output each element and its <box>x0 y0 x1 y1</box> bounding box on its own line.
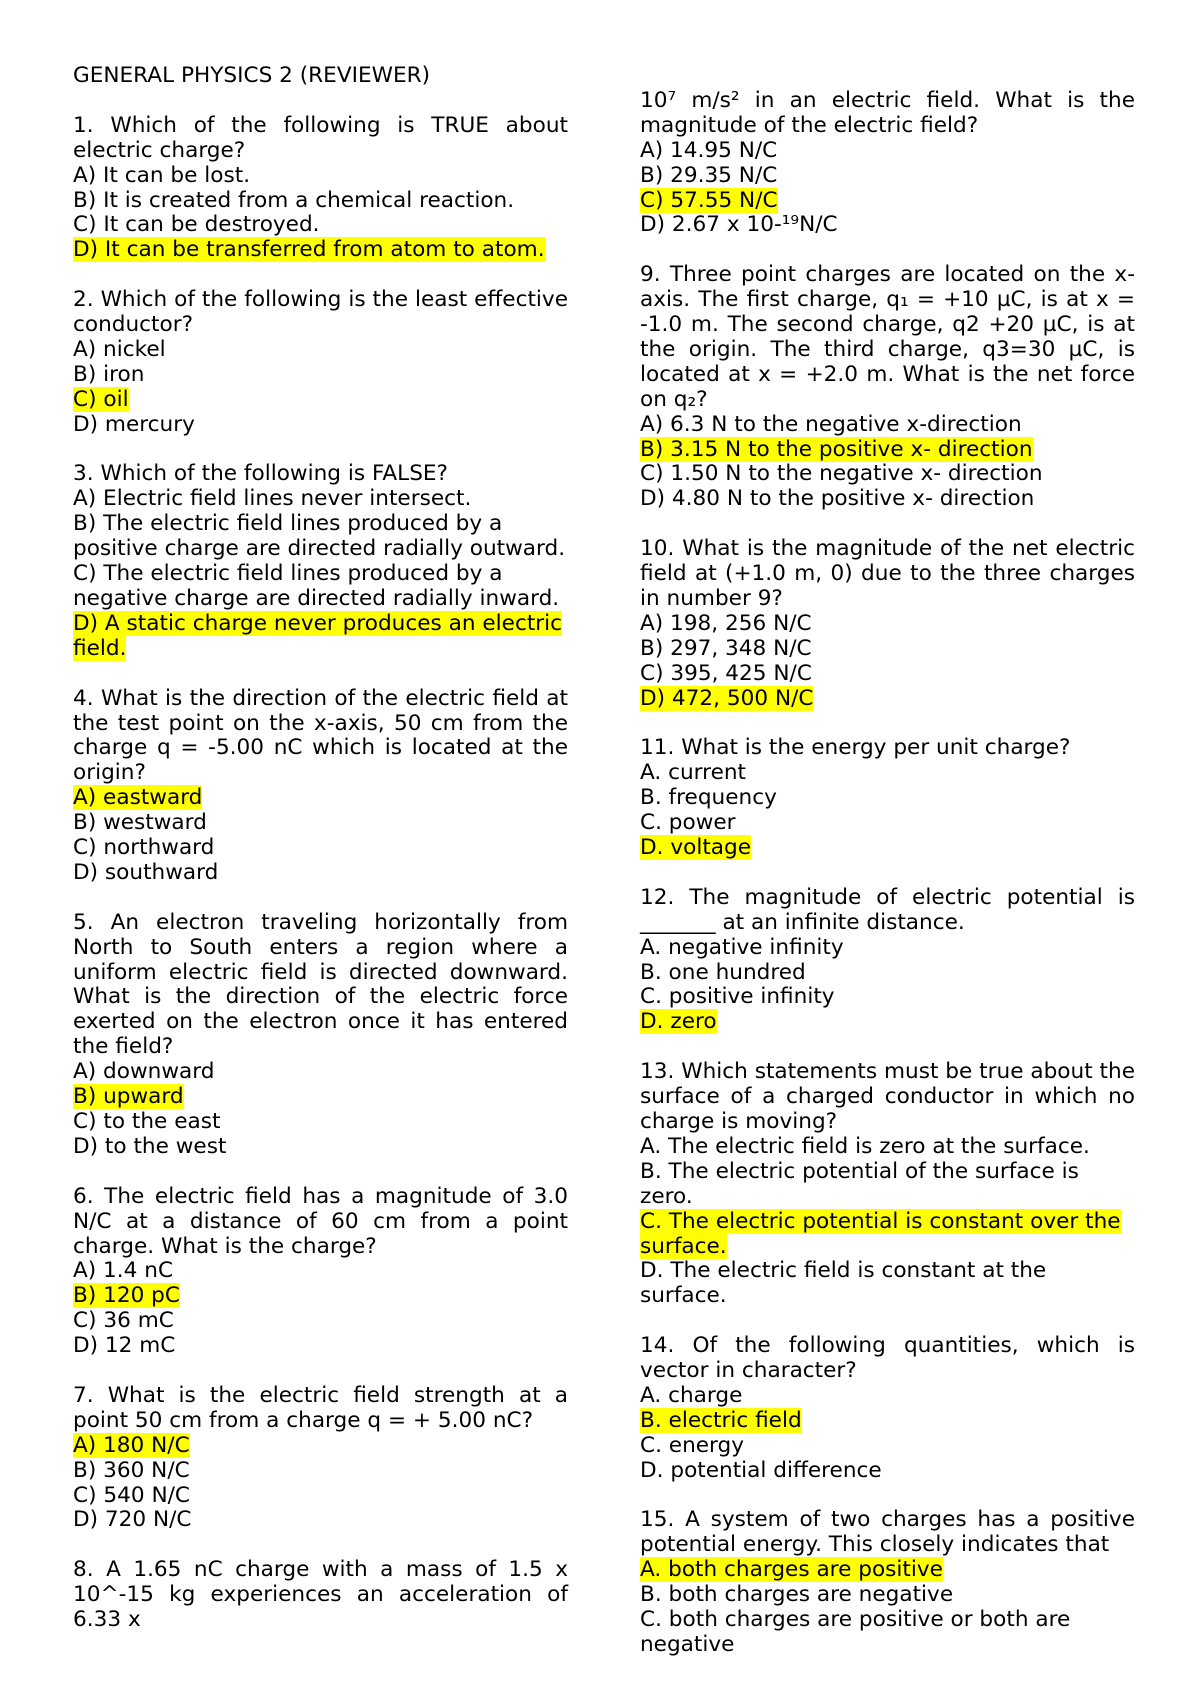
answer-option <box>73 1085 568 1110</box>
answer-option-text: B) 360 N/C <box>73 1457 190 1483</box>
answer-option-text: B. The electric potential of the surface is zero. <box>640 1158 1079 1209</box>
answer-option <box>73 1110 568 1135</box>
answer-option-text: D) mercury <box>73 411 195 437</box>
question-block <box>73 687 568 886</box>
answer-option-text: D) 4.80 N to the positive x- direction <box>640 486 1035 512</box>
answer-option <box>640 1409 1135 1434</box>
answer-option <box>640 1459 1135 1484</box>
answer-option <box>640 811 1135 836</box>
answer-option-text: B. frequency <box>640 785 777 811</box>
answer-option-text: B) The electric field lines produced by a positive charge are directed radially outward. <box>73 511 566 562</box>
answer-option-text: D) to the west <box>73 1133 227 1159</box>
correct-answer-highlight: B) 120 pC <box>73 1283 180 1309</box>
answer-option-text: C) 540 N/C <box>73 1482 190 1508</box>
answer-option-text: C. energy <box>640 1432 745 1458</box>
answer-option <box>73 238 568 263</box>
answer-option-text: C) northward <box>73 835 215 861</box>
answer-option <box>73 413 568 438</box>
answer-option-text: A. The electric field is zero at the surface. <box>640 1133 1090 1159</box>
correct-answer-highlight: A) 180 N/C <box>73 1432 190 1458</box>
answer-option <box>73 861 568 886</box>
answer-option <box>640 662 1135 687</box>
answer-option <box>73 1284 568 1309</box>
correct-answer-highlight: D) It can be transferred from atom to atom. <box>73 237 545 263</box>
answer-option <box>640 462 1135 487</box>
answer-option <box>73 1334 568 1359</box>
answer-option <box>640 1434 1135 1459</box>
answer-option-text: C. power <box>640 810 736 836</box>
question-8-stem-start: 8. A 1.65 nC charge with a mass of 1.5 x 10^-15 kg experiences an acceleration of 6.33 x <box>73 1557 568 1633</box>
question-stem: 9. Three point charges are located on the x-axis. The first charge, q₁ = +10 µC, is at x = -1.0 m. The second charge, q2 +20 µC, is at the origin. The third charge, q3=30 µC, is located at x = +2.0 m. What is the net force on q₂? <box>640 262 1135 412</box>
answer-option <box>73 363 568 388</box>
question-stem: 10. What is the magnitude of the net electric field at (+1.0 m, 0) due to the three charges in number 9? <box>640 536 1135 611</box>
answer-option-text: C) 36 mC <box>73 1308 174 1334</box>
answer-option-text: D) 720 N/C <box>73 1507 192 1533</box>
question-stem: 12. The magnitude of electric potential is _______ at an infinite distance. <box>640 884 1135 935</box>
answer-option <box>640 786 1135 811</box>
correct-answer-highlight: D. voltage <box>640 835 752 861</box>
answer-option <box>73 1135 568 1160</box>
answer-option <box>640 985 1135 1010</box>
answer-option <box>640 189 1135 214</box>
answer-option-text: A. charge <box>640 1382 743 1408</box>
question-block <box>73 462 568 661</box>
answer-option <box>73 213 568 238</box>
answer-option <box>640 1259 1135 1309</box>
answer-option <box>73 1309 568 1334</box>
answer-option <box>640 961 1135 986</box>
answer-option <box>640 413 1135 438</box>
answer-option <box>640 1558 1135 1583</box>
correct-answer-highlight: B) upward <box>73 1084 184 1110</box>
answer-option <box>73 562 568 612</box>
answer-option <box>640 761 1135 786</box>
answer-option <box>640 1583 1135 1608</box>
answer-option <box>73 786 568 811</box>
answer-option-text: C) It can be destroyed. <box>73 212 320 238</box>
answer-option-text: D) southward <box>73 859 219 885</box>
answer-option-text: B) 29.35 N/C <box>640 162 778 188</box>
answer-option-text: A) nickel <box>73 336 166 362</box>
question-block <box>73 1185 568 1359</box>
question-block <box>640 537 1135 711</box>
answer-option-text: B. both charges are negative <box>640 1582 954 1608</box>
correct-answer-highlight: D) 472, 500 N/C <box>640 685 814 711</box>
answer-option <box>73 1508 568 1533</box>
left-question-list <box>73 114 568 1534</box>
correct-answer-highlight: C) oil <box>73 386 129 412</box>
question-stem: 13. Which statements must be true about the surface of a charged conductor in which no charge is moving? <box>640 1059 1135 1134</box>
question-block <box>640 1060 1135 1309</box>
question-8-continued <box>640 89 1135 238</box>
answer-option-text: A) 14.95 N/C <box>640 137 778 163</box>
question-stem: 2. Which of the following is the least effective conductor? <box>73 287 568 338</box>
answer-option <box>640 936 1135 961</box>
question-block <box>640 736 1135 861</box>
answer-option-text: A. negative infinity <box>640 934 844 960</box>
correct-answer-highlight: C) 57.55 N/C <box>640 187 778 213</box>
correct-answer-highlight: B. electric field <box>640 1407 802 1433</box>
correct-answer-highlight: A) eastward <box>73 785 203 811</box>
question-stem: 4. What is the direction of the electric field at the test point on the x-axis, 50 cm from the charge q = -5.00 nC which is located at the origin? <box>73 685 568 786</box>
correct-answer-highlight: D. zero <box>640 1009 717 1035</box>
answer-option <box>640 687 1135 712</box>
correct-answer-highlight: D) A static charge never produces an electric field. <box>73 610 563 661</box>
answer-option <box>73 512 568 562</box>
answer-option <box>640 1160 1135 1210</box>
question-block <box>73 1384 568 1533</box>
question-stem: 1. Which of the following is TRUE about electric charge? <box>73 112 568 163</box>
question-block <box>73 288 568 437</box>
answer-option <box>73 189 568 214</box>
answer-option <box>73 1434 568 1459</box>
question-block <box>640 263 1135 512</box>
answer-option <box>73 836 568 861</box>
answer-option-text: A) It can be lost. <box>73 162 251 188</box>
answer-option-text: D. The electric field is constant at the surface. <box>640 1258 1047 1309</box>
answer-option <box>640 1010 1135 1035</box>
answer-option <box>73 338 568 363</box>
answer-option <box>640 1135 1135 1160</box>
answer-option <box>640 637 1135 662</box>
answer-option <box>640 139 1135 164</box>
answer-option <box>73 1060 568 1085</box>
answer-option <box>73 164 568 189</box>
answer-option-text: D. potential difference <box>640 1457 882 1483</box>
answer-option <box>640 213 1135 238</box>
answer-option <box>73 388 568 413</box>
question-block <box>640 1334 1135 1483</box>
answer-option-text: A) 6.3 N to the negative x-direction <box>640 411 1022 437</box>
answer-option-text: B. one hundred <box>640 959 806 985</box>
left-column <box>73 64 568 1658</box>
right-column <box>640 64 1135 1683</box>
question-block <box>640 1508 1135 1657</box>
question-stem: 14. Of the following quantities, which is vector in character? <box>640 1333 1135 1384</box>
answer-option <box>640 1608 1135 1658</box>
page-title: GENERAL PHYSICS 2 (REVIEWER) <box>73 63 431 88</box>
answer-option-text: C. positive infinity <box>640 984 835 1010</box>
question-stem: 15. A system of two charges has a positive potential energy. This closely indicates that <box>640 1507 1135 1558</box>
answer-option-text: A) downward <box>73 1059 215 1085</box>
correct-answer-highlight: B) 3.15 N to the positive x- direction <box>640 436 1033 462</box>
answer-option <box>640 612 1135 637</box>
question-8-stem-end: 10⁷ m/s² in an electric field. What is the magnitude of the electric field? <box>640 87 1135 138</box>
right-question-list <box>640 263 1135 1658</box>
answer-option <box>73 811 568 836</box>
answer-option-text: B) iron <box>73 361 145 387</box>
correct-answer-highlight: A. both charges are positive <box>640 1557 943 1583</box>
answer-option-text: B) 297, 348 N/C <box>640 635 812 661</box>
answer-option-text: C. both charges are positive or both are negative <box>640 1607 1071 1657</box>
answer-option-text: B) westward <box>73 810 207 836</box>
question-stem: 11. What is the energy per unit charge? <box>640 735 1071 761</box>
answer-option-text: D) 2.67 x 10-¹⁹N/C <box>640 212 838 238</box>
question-block <box>73 911 568 1160</box>
answer-option-text: C) The electric field lines produced by a negative charge are directed radially inward. <box>73 561 560 611</box>
question-8-start <box>73 1558 568 1633</box>
answer-option-text: A) Electric field lines never intersect. <box>73 486 472 512</box>
answer-option <box>73 1484 568 1509</box>
answer-option <box>73 1459 568 1484</box>
answer-option <box>640 487 1135 512</box>
answer-option <box>73 487 568 512</box>
question-block <box>640 886 1135 1035</box>
answer-option-text: C) 395, 425 N/C <box>640 660 812 686</box>
question-stem: 6. The electric field has a magnitude of 3.0 N/C at a distance of 60 cm from a point charge. What is the charge? <box>73 1183 568 1259</box>
answer-option-text: C) 1.50 N to the negative x- direction <box>640 461 1043 487</box>
correct-answer-highlight: C. The electric potential is constant over the surface. <box>640 1208 1121 1259</box>
answer-option-text: B) It is created from a chemical reaction. <box>73 187 515 213</box>
answer-option <box>640 1384 1135 1409</box>
answer-option <box>640 164 1135 189</box>
answer-option <box>640 836 1135 861</box>
answer-option <box>73 1259 568 1284</box>
answer-option-text: A) 1.4 nC <box>73 1258 174 1284</box>
answer-option-text: C) to the east <box>73 1108 221 1134</box>
answer-option <box>73 612 568 662</box>
question-stem: 3. Which of the following is FALSE? <box>73 461 449 487</box>
answer-option <box>640 1210 1135 1260</box>
question-block <box>73 114 568 263</box>
answer-option-text: A) 198, 256 N/C <box>640 610 812 636</box>
answer-option <box>640 438 1135 463</box>
answer-option-text: D) 12 mC <box>73 1333 176 1359</box>
question-stem: 7. What is the electric field strength at a point 50 cm from a charge q = + 5.00 nC? <box>73 1382 568 1433</box>
answer-option-text: A. current <box>640 760 747 786</box>
question-stem: 5. An electron traveling horizontally from North to South enters a region where a uniform electric field is directed downward. What is the direction of the electric force exerted on the electron once it has entered the field? <box>73 909 568 1060</box>
